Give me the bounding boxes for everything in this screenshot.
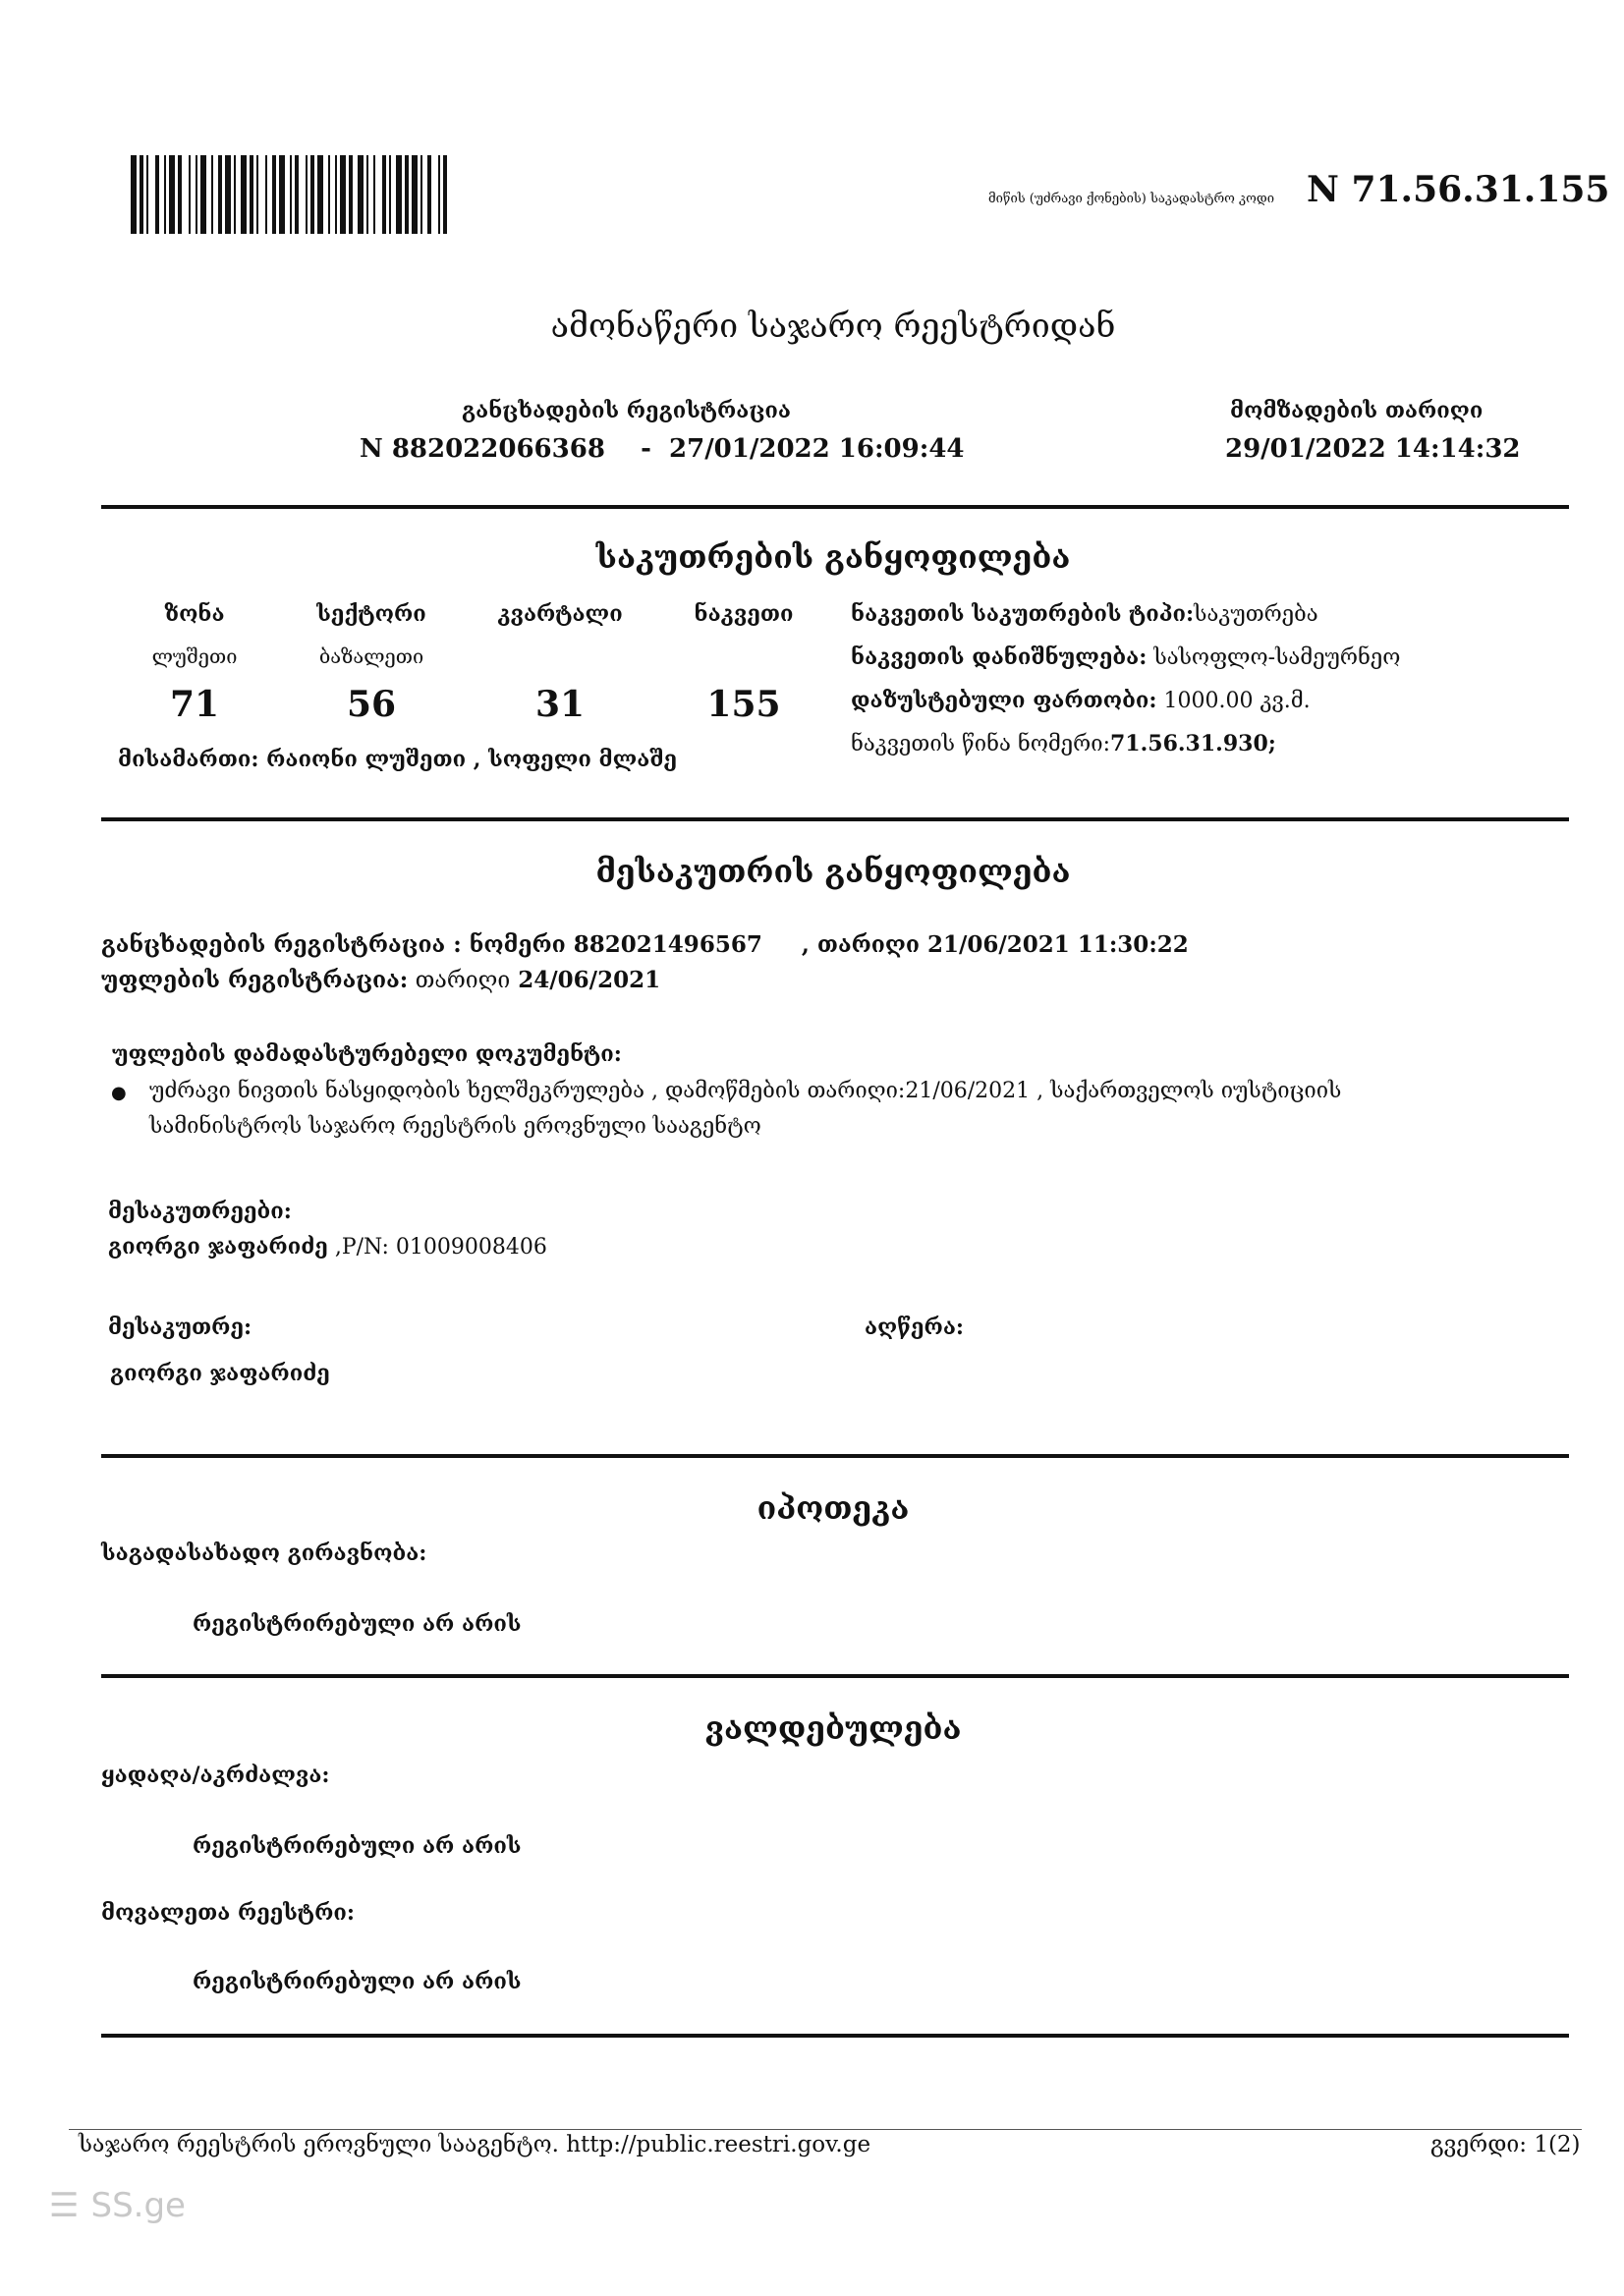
property-section-title: საკუთრების განყოფილება [595, 538, 1071, 576]
document-line-1: უძრავი ნივთის ნასყიდობის ხელშეკრულება , დამოწმების თარიღი:21/06/2021 , საქართველოს იუსტიციის [149, 1079, 1342, 1103]
zone-number: 71 [169, 684, 220, 725]
barcode-bar [335, 155, 337, 234]
description-label: აღწერა: [865, 1315, 965, 1340]
barcode-bar [234, 155, 236, 234]
debtors-registry-label: მოვალეთა რეესტრი: [101, 1900, 356, 1926]
ownership-type-line [851, 601, 1318, 627]
barcode-bar [317, 155, 323, 234]
parcel-number: 155 [706, 684, 781, 725]
watermark [49, 2186, 186, 2225]
purpose-label: ნაკვეთის დანიშნულება: [851, 644, 1148, 670]
prepared-date-label: მომზადების თარიღი [1230, 398, 1484, 423]
barcode-bar [279, 155, 285, 234]
area-value: 1000.00 კვ.მ. [1156, 689, 1311, 713]
barcode-bar [265, 155, 267, 234]
document-title: ამონაწერი საჯარო რეესტრიდან [550, 307, 1116, 346]
barcode-bar [211, 155, 213, 234]
owner-name-2: გიორგი ჯაფარიძე [110, 1361, 330, 1386]
barcode-bar [290, 155, 292, 234]
purpose-line [851, 644, 1400, 670]
barcode-bar [225, 155, 231, 234]
barcode-bar [443, 155, 447, 234]
barcode-bar [146, 155, 148, 234]
barcode-bar [420, 155, 422, 234]
right-registration-date-label: თარიღი [415, 968, 511, 993]
ownership-type-value: საკუთრება [1194, 602, 1318, 627]
sector-name: ბაზალეთი [318, 644, 424, 668]
seizure-label: ყადაღა/აკრძალვა: [101, 1763, 330, 1788]
barcode-bar [340, 155, 346, 234]
cadastral-code-number: N 71.56.31.155 [1307, 169, 1610, 210]
barcode-bar [189, 155, 191, 234]
barcode-bar [306, 155, 308, 234]
barcode-bar [250, 155, 253, 234]
tax-lien-label: საგადასახადო გირავნობა: [101, 1540, 427, 1566]
document-line-2: სამინისტროს საჯარო რეესტრის ეროვნული სააგენტო [149, 1114, 761, 1139]
mortgage-section-title: იპოთეკა [756, 1489, 910, 1527]
barcode-bar [218, 155, 222, 234]
sector-number: 56 [346, 684, 397, 725]
right-registration-label: უფლების რეგისტრაცია: [101, 967, 409, 993]
right-registration [101, 967, 660, 993]
owner-label: მესაკუთრე: [108, 1315, 252, 1340]
owner-name: გიორგი ჯაფარიძე [108, 1234, 328, 1260]
previous-number-value: 71.56.31.930; [1110, 731, 1276, 756]
tax-lien-value: რეგისტრირებული არ არის [193, 1611, 522, 1637]
debtors-registry-value: რეგისტრირებული არ არის [193, 1969, 522, 1994]
footer-agency: საჯარო რეესტრის ეროვნული სააგენტო. http://public.reestri.gov.ge [79, 2132, 871, 2157]
barcode-bar [438, 155, 440, 234]
barcode-bar [373, 155, 375, 234]
barcode-bar [427, 155, 431, 234]
cadastral-code-label: მიწის (უძრავი ქონების) საკადასტრო კოდი [988, 192, 1274, 206]
barcode-bar [164, 155, 166, 234]
footer-page-number: გვერდი: 1(2) [1430, 2132, 1581, 2157]
barcode-bar [140, 155, 143, 234]
area-label: დაზუსტებული ფართობი: [851, 688, 1157, 713]
documents-label: უფლების დამადასტურებელი დოკუმენტი: [112, 1041, 622, 1067]
application-registration-label: განცხადების რეგისტრაცია [462, 398, 791, 423]
owners-label: მესაკუთრეები: [108, 1199, 292, 1224]
prepared-date-value: 29/01/2022 14:14:32 [1225, 434, 1521, 464]
barcode-bar [155, 155, 159, 234]
owner-application-date: , თარიღი 21/06/2021 11:30:22 [801, 931, 1189, 958]
ownership-type-label: ნაკვეთის საკუთრების ტიპი: [851, 601, 1195, 627]
parcel-header: ნაკვეთი [694, 601, 794, 627]
owner-personal-number: ,P/N: 01009008406 [327, 1235, 547, 1260]
barcode-bar [196, 155, 197, 234]
barcode-bar [241, 155, 247, 234]
barcode-bar [382, 155, 386, 234]
barcode-bar [405, 155, 409, 234]
sector-header: სექტორი [316, 601, 426, 627]
divider [101, 2034, 1569, 2038]
address-label: მისამართი: [118, 747, 259, 772]
barcode-bar [412, 155, 418, 234]
divider [101, 817, 1569, 821]
barcode-bar [178, 155, 182, 234]
barcode-bar [295, 155, 299, 234]
owner-application-number: განცხადების რეგისტრაცია : ნომერი 882021496567 [101, 931, 762, 958]
barcode-bar [358, 155, 364, 234]
barcode-bar [169, 155, 175, 234]
zone-name: ლუშეთი [151, 644, 238, 668]
obligation-section-title: ვალდებულება [704, 1709, 962, 1747]
area-line [851, 688, 1311, 713]
previous-number-line [851, 731, 1276, 756]
seizure-value: რეგისტრირებული არ არის [193, 1833, 522, 1859]
footer-divider [69, 2129, 1582, 2130]
previous-number-label: ნაკვეთის წინა ნომერი: [851, 732, 1110, 756]
divider [101, 1674, 1569, 1678]
quarter-header: კვარტალი [497, 601, 623, 627]
application-registration-value: N 882022066368 - 27/01/2022 16:09:44 [360, 434, 965, 464]
barcode-bar [389, 155, 391, 234]
owner-section-title: მესაკუთრის განყოფილება [595, 853, 1071, 890]
watermark-logo-icon: ☰ [49, 2186, 80, 2225]
barcode-bar [349, 155, 353, 234]
address-line [118, 747, 677, 772]
zone-header: ზონა [164, 601, 225, 627]
barcode-bar [200, 155, 206, 234]
owner-entry [108, 1234, 547, 1260]
bullet-icon: ● [111, 1083, 127, 1103]
right-registration-date: 24/06/2021 [510, 967, 661, 993]
barcode-bar [396, 155, 402, 234]
divider [101, 1454, 1569, 1458]
divider [101, 505, 1569, 509]
barcode-bar [272, 155, 276, 234]
barcode-bar [366, 155, 368, 234]
barcode [131, 155, 677, 234]
barcode-bar [131, 155, 137, 234]
barcode-bar [310, 155, 314, 234]
owner-application-registration [101, 931, 1189, 958]
address-value: რაიონი ლუშეთი , სოფელი მლაშე [258, 747, 678, 772]
barcode-bar [256, 155, 258, 234]
barcode-bar [328, 155, 330, 234]
quarter-number: 31 [534, 684, 586, 725]
purpose-value: სასოფლო-სამეურნეო [1147, 645, 1401, 670]
watermark-text: SS.ge [90, 2186, 186, 2225]
